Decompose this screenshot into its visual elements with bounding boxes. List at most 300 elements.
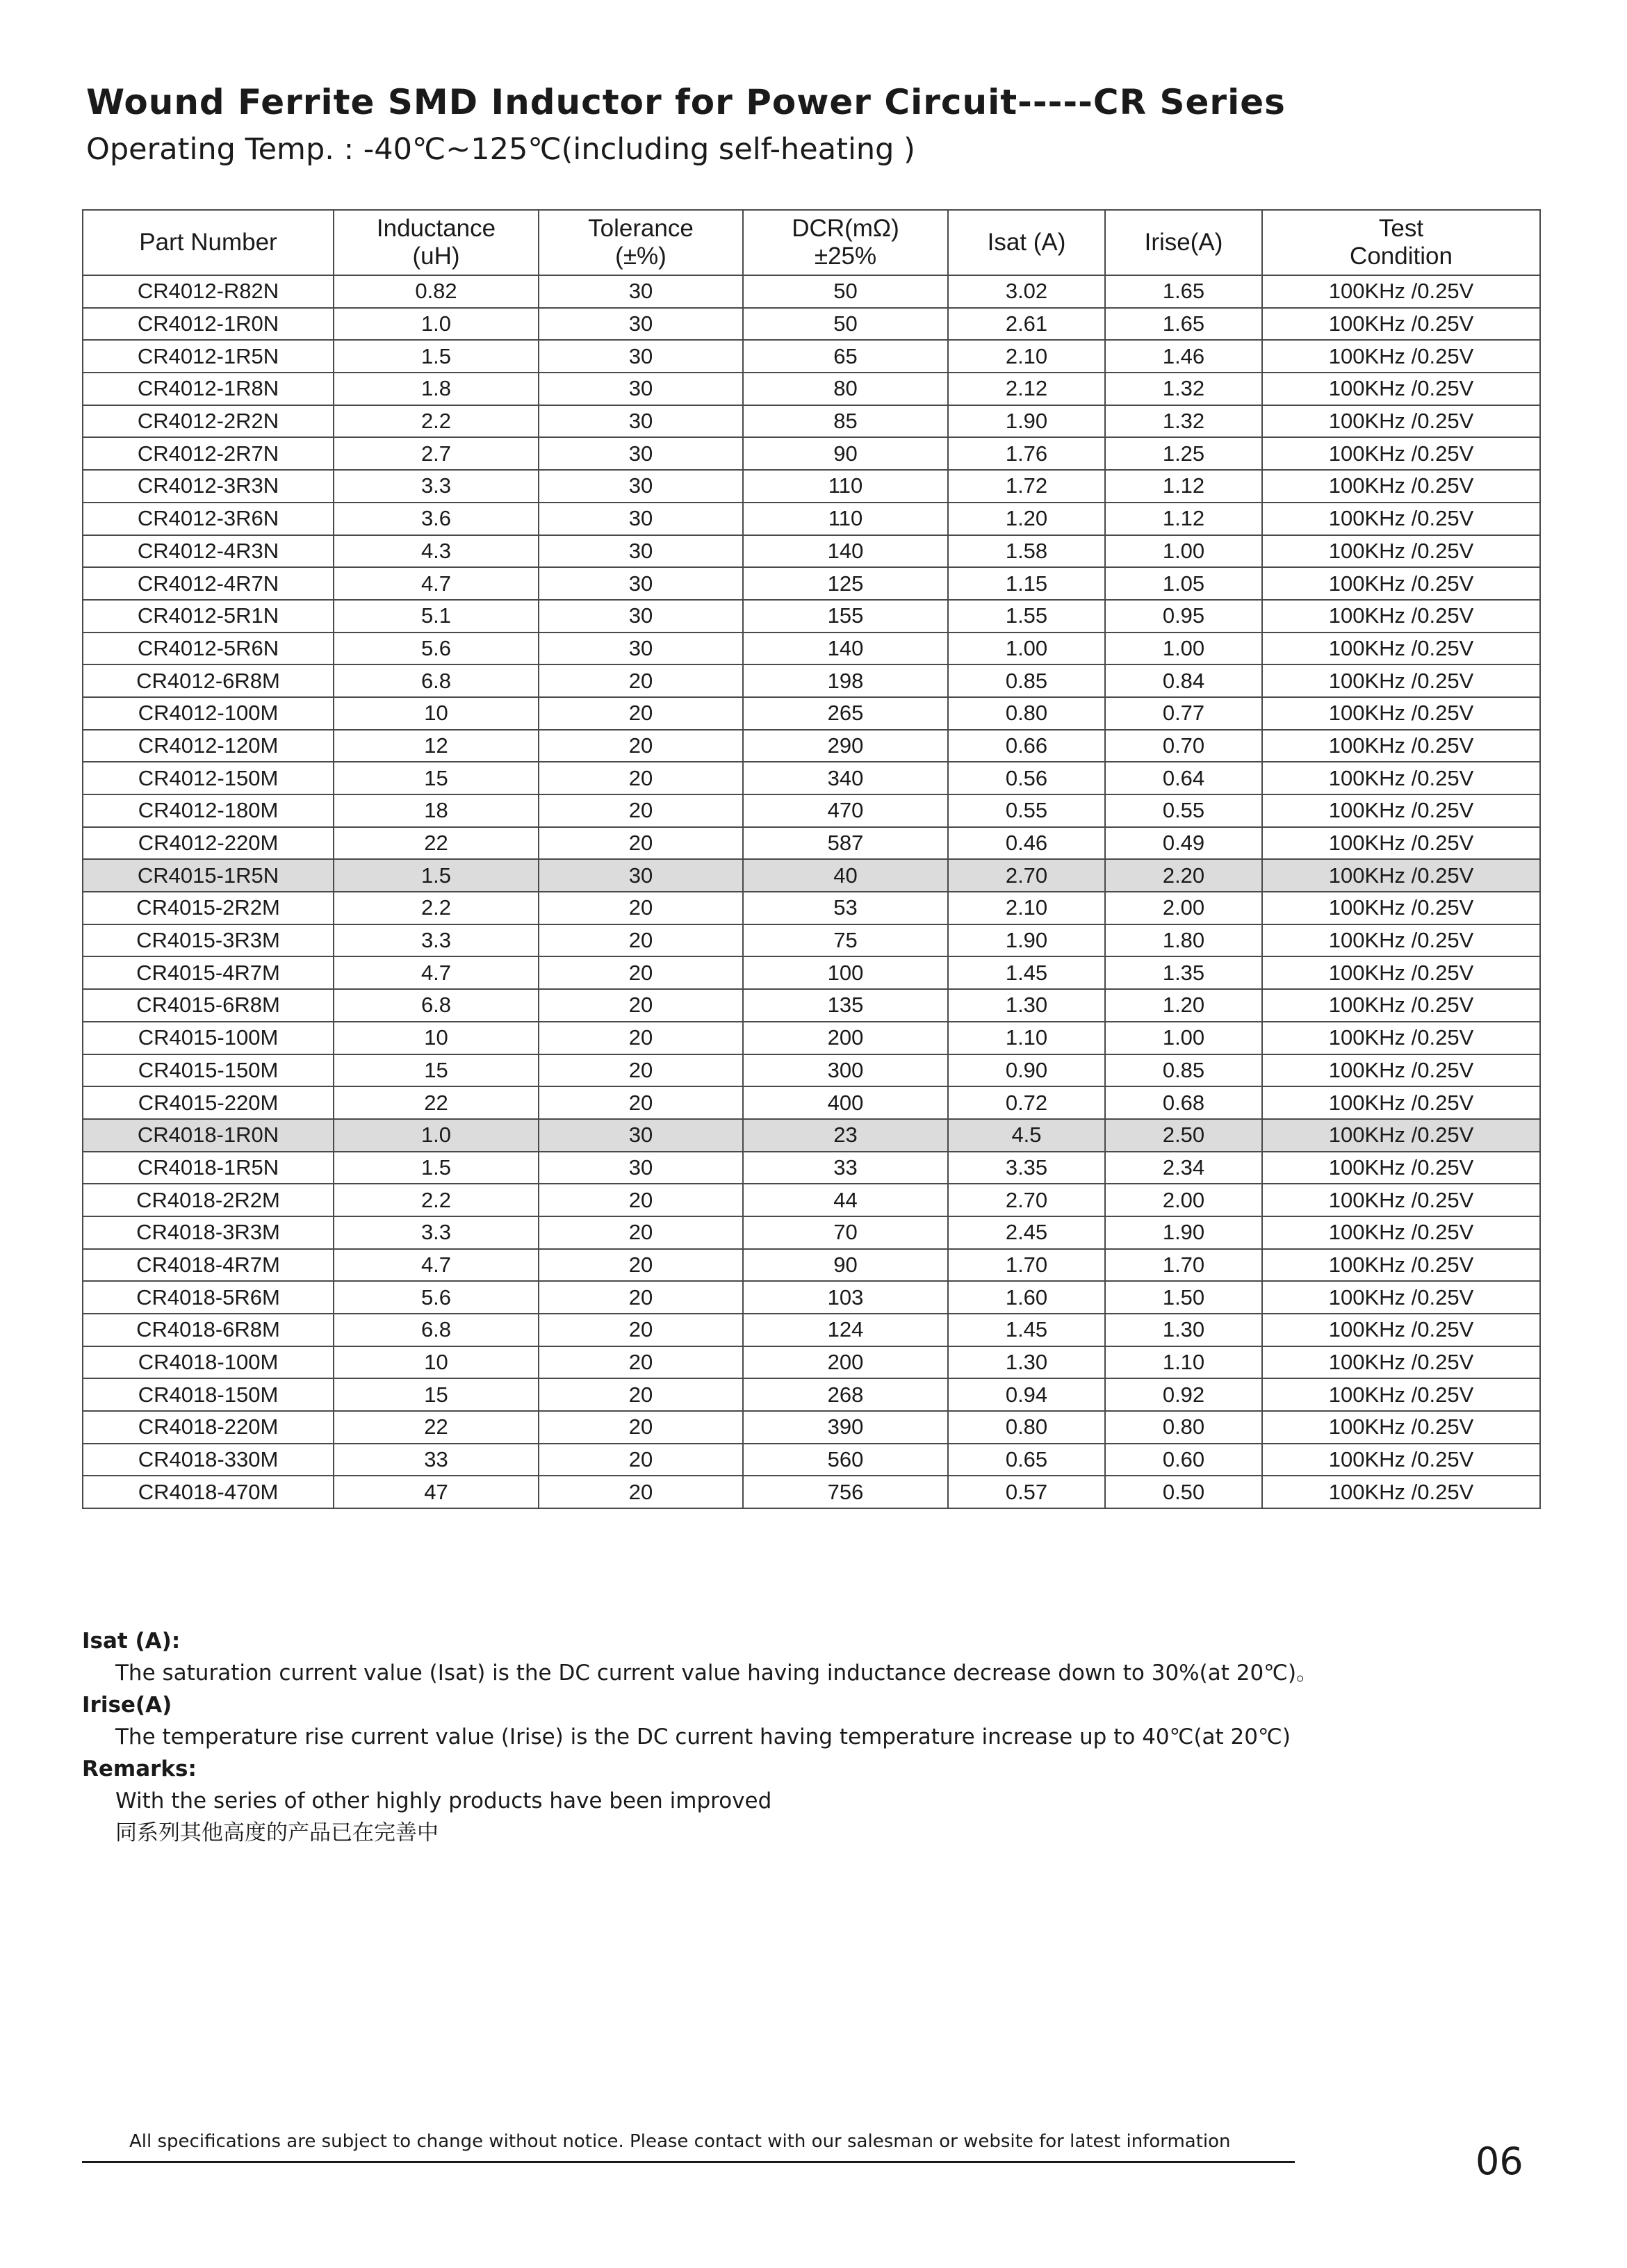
part-number-cell: CR4018-5R6M [83,1281,334,1314]
col-header-line2: (uH) [412,243,460,270]
part-number-cell: CR4012-3R3N [83,470,334,503]
test-condition-cell: 100KHz /0.25V [1262,1054,1540,1087]
table-row [83,956,1540,989]
table-body [83,275,1540,1508]
test-condition-cell: 100KHz /0.25V [1262,1281,1540,1314]
dcr-cell: 70 [743,1216,948,1249]
part-number-cell: CR4018-3R3M [83,1216,334,1249]
dcr-cell: 75 [743,924,948,957]
isat-cell: 0.57 [948,1476,1105,1508]
inductance-cell: 4.3 [334,535,539,568]
tolerance-cell: 20 [539,697,743,730]
part-number-cell: CR4018-1R5N [83,1152,334,1184]
remarks-text-english: With the series of other highly products have been improved [115,1788,772,1813]
col-header-line1: Isat (A) [987,228,1066,256]
irise-cell: 0.60 [1105,1444,1262,1476]
tolerance-cell: 20 [539,1314,743,1346]
part-number-cell: CR4012-6R8M [83,664,334,697]
table-row [83,1314,1540,1346]
dcr-cell: 50 [743,275,948,308]
tolerance-cell: 30 [539,437,743,470]
isat-cell: 1.76 [948,437,1105,470]
part-number-cell: CR4018-2R2M [83,1184,334,1216]
test-condition-cell: 100KHz /0.25V [1262,405,1540,438]
tolerance-cell: 30 [539,405,743,438]
tolerance-cell: 20 [539,1216,743,1249]
inductance-cell: 1.0 [334,308,539,341]
test-condition-cell: 100KHz /0.25V [1262,1184,1540,1216]
isat-cell: 1.90 [948,405,1105,438]
col-header-inductance [334,210,539,275]
isat-cell: 2.10 [948,892,1105,924]
footer-divider [82,2161,1295,2163]
tolerance-cell: 20 [539,892,743,924]
isat-cell: 0.80 [948,1411,1105,1444]
inductance-cell: 22 [334,1411,539,1444]
isat-cell: 1.72 [948,470,1105,503]
test-condition-cell: 100KHz /0.25V [1262,1086,1540,1119]
test-condition-cell: 100KHz /0.25V [1262,1378,1540,1411]
table-row [83,275,1540,308]
inductance-cell: 18 [334,794,539,827]
dcr-cell: 200 [743,1022,948,1054]
isat-cell: 2.70 [948,859,1105,892]
irise-cell: 0.64 [1105,762,1262,794]
col-header-line1: DCR(mΩ) [792,214,899,242]
part-number-cell: CR4015-1R5N [83,859,334,892]
table-row [83,600,1540,633]
test-condition-cell: 100KHz /0.25V [1262,535,1540,568]
isat-cell: 2.70 [948,1184,1105,1216]
dcr-cell: 268 [743,1378,948,1411]
inductance-cell: 6.8 [334,1314,539,1346]
col-header-line1: Part Number [139,228,277,256]
part-number-cell: CR4018-100M [83,1346,334,1379]
table-row [83,535,1540,568]
part-number-cell: CR4012-2R7N [83,437,334,470]
test-condition-cell: 100KHz /0.25V [1262,730,1540,762]
dcr-cell: 140 [743,535,948,568]
isat-cell: 2.10 [948,340,1105,373]
test-condition-cell: 100KHz /0.25V [1262,1444,1540,1476]
irise-cell: 1.00 [1105,1022,1262,1054]
operating-temp-subtitle: Operating Temp. : -40℃~125℃(including self-heating ) [86,132,915,167]
isat-cell: 1.55 [948,600,1105,633]
isat-cell: 2.61 [948,308,1105,341]
isat-cell: 3.02 [948,275,1105,308]
dcr-cell: 265 [743,697,948,730]
isat-note-text: The saturation current value (Isat) is the DC current value having inductance decrease down to 30%(at 20℃)。 [115,1661,1318,1686]
irise-cell: 2.50 [1105,1119,1262,1152]
dcr-cell: 470 [743,794,948,827]
inductance-cell: 10 [334,1022,539,1054]
tolerance-cell: 20 [539,1022,743,1054]
tolerance-cell: 20 [539,730,743,762]
dcr-cell: 103 [743,1281,948,1314]
test-condition-cell: 100KHz /0.25V [1262,1152,1540,1184]
isat-cell: 1.58 [948,535,1105,568]
part-number-cell: CR4012-5R6N [83,633,334,665]
irise-cell: 1.80 [1105,924,1262,957]
inductance-cell: 2.2 [334,1184,539,1216]
col-header-line2: (±%) [615,243,667,270]
page-title: Wound Ferrite SMD Inductor for Power Circuit-----CR Series [86,82,1286,122]
dcr-cell: 33 [743,1152,948,1184]
irise-note-text: The temperature rise current value (Irise) is the DC current having temperature increase up to 40℃(at 20℃) [115,1724,1291,1749]
irise-cell: 1.12 [1105,503,1262,535]
test-condition-cell: 100KHz /0.25V [1262,373,1540,405]
table-row [83,567,1540,600]
part-number-cell: CR4012-R82N [83,275,334,308]
dcr-cell: 400 [743,1086,948,1119]
irise-note-heading: Irise(A) [82,1692,172,1718]
part-number-cell: CR4015-100M [83,1022,334,1054]
irise-cell: 1.30 [1105,1314,1262,1346]
footer-notice: All specifications are subject to change without notice. Please contact with our salesman or website for latest information [129,2131,1231,2152]
inductance-cell: 4.7 [334,956,539,989]
tolerance-cell: 20 [539,1346,743,1379]
inductance-cell: 3.6 [334,503,539,535]
col-header-part-number [83,210,334,275]
test-condition-cell: 100KHz /0.25V [1262,1216,1540,1249]
irise-cell: 0.80 [1105,1411,1262,1444]
test-condition-cell: 100KHz /0.25V [1262,892,1540,924]
table-row [83,1411,1540,1444]
table-row [83,308,1540,341]
test-condition-cell: 100KHz /0.25V [1262,340,1540,373]
dcr-cell: 50 [743,308,948,341]
notes-section [82,1625,1318,1849]
col-header-dcr [743,210,948,275]
part-number-cell: CR4018-220M [83,1411,334,1444]
isat-cell: 1.15 [948,567,1105,600]
inductance-cell: 4.7 [334,1249,539,1282]
test-condition-cell: 100KHz /0.25V [1262,633,1540,665]
dcr-cell: 198 [743,664,948,697]
dcr-cell: 756 [743,1476,948,1508]
irise-cell: 1.35 [1105,956,1262,989]
dcr-cell: 290 [743,730,948,762]
part-number-cell: CR4015-6R8M [83,989,334,1022]
dcr-cell: 340 [743,762,948,794]
table-row [83,1281,1540,1314]
irise-cell: 0.77 [1105,697,1262,730]
part-number-cell: CR4012-150M [83,762,334,794]
table-row [83,1476,1540,1508]
isat-cell: 1.45 [948,956,1105,989]
inductance-cell: 12 [334,730,539,762]
part-number-cell: CR4015-3R3M [83,924,334,957]
inductance-cell: 0.82 [334,275,539,308]
tolerance-cell: 30 [539,1119,743,1152]
tolerance-cell: 20 [539,1249,743,1282]
inductance-cell: 1.8 [334,373,539,405]
table-row [83,405,1540,438]
inductance-cell: 33 [334,1444,539,1476]
header-row [83,210,1540,275]
col-header-line1: Test [1378,214,1424,242]
table-row [83,1119,1540,1152]
test-condition-cell: 100KHz /0.25V [1262,1249,1540,1282]
col-header-test-condition [1262,210,1540,275]
table-row [83,1054,1540,1087]
inductance-cell: 5.1 [334,600,539,633]
isat-cell: 0.94 [948,1378,1105,1411]
dcr-cell: 44 [743,1184,948,1216]
dcr-cell: 390 [743,1411,948,1444]
part-number-cell: CR4012-180M [83,794,334,827]
tolerance-cell: 20 [539,956,743,989]
isat-cell: 1.90 [948,924,1105,957]
inductance-cell: 4.7 [334,567,539,600]
inductance-cell: 6.8 [334,664,539,697]
tolerance-cell: 30 [539,340,743,373]
test-condition-cell: 100KHz /0.25V [1262,956,1540,989]
tolerance-cell: 20 [539,827,743,860]
irise-cell: 2.34 [1105,1152,1262,1184]
part-number-cell: CR4015-220M [83,1086,334,1119]
tolerance-cell: 30 [539,567,743,600]
col-header-irise [1105,210,1262,275]
irise-cell: 1.32 [1105,373,1262,405]
dcr-cell: 65 [743,340,948,373]
tolerance-cell: 20 [539,924,743,957]
inductance-cell: 5.6 [334,1281,539,1314]
part-number-cell: CR4015-2R2M [83,892,334,924]
tolerance-cell: 20 [539,1378,743,1411]
remarks-text-chinese: 同系列其他高度的产品已在完善中 [115,1820,439,1845]
part-number-cell: CR4012-1R0N [83,308,334,341]
dcr-cell: 587 [743,827,948,860]
part-number-cell: CR4015-150M [83,1054,334,1087]
irise-cell: 1.00 [1105,535,1262,568]
isat-cell: 1.30 [948,989,1105,1022]
tolerance-cell: 20 [539,1411,743,1444]
test-condition-cell: 100KHz /0.25V [1262,1476,1540,1508]
table-row [83,697,1540,730]
tolerance-cell: 30 [539,470,743,503]
part-number-cell: CR4018-1R0N [83,1119,334,1152]
isat-cell: 1.45 [948,1314,1105,1346]
dcr-cell: 100 [743,956,948,989]
isat-cell: 0.90 [948,1054,1105,1087]
tolerance-cell: 20 [539,1444,743,1476]
isat-cell: 0.65 [948,1444,1105,1476]
inductance-cell: 1.0 [334,1119,539,1152]
tolerance-cell: 30 [539,308,743,341]
table-row [83,437,1540,470]
dcr-cell: 560 [743,1444,948,1476]
irise-cell: 0.50 [1105,1476,1262,1508]
isat-cell: 1.10 [948,1022,1105,1054]
irise-cell: 0.68 [1105,1086,1262,1119]
irise-cell: 0.49 [1105,827,1262,860]
irise-cell: 1.10 [1105,1346,1262,1379]
test-condition-cell: 100KHz /0.25V [1262,794,1540,827]
irise-cell: 1.05 [1105,567,1262,600]
tolerance-cell: 30 [539,600,743,633]
dcr-cell: 110 [743,503,948,535]
tolerance-cell: 20 [539,664,743,697]
tolerance-cell: 20 [539,1476,743,1508]
dcr-cell: 53 [743,892,948,924]
test-condition-cell: 100KHz /0.25V [1262,859,1540,892]
test-condition-cell: 100KHz /0.25V [1262,1314,1540,1346]
isat-cell: 0.66 [948,730,1105,762]
isat-cell: 4.5 [948,1119,1105,1152]
inductor-spec-table [82,209,1541,1509]
test-condition-cell: 100KHz /0.25V [1262,308,1540,341]
tolerance-cell: 20 [539,989,743,1022]
part-number-cell: CR4018-470M [83,1476,334,1508]
test-condition-cell: 100KHz /0.25V [1262,762,1540,794]
isat-cell: 0.80 [948,697,1105,730]
table-row [83,1022,1540,1054]
inductance-cell: 2.2 [334,892,539,924]
table-row [83,340,1540,373]
inductance-cell: 15 [334,762,539,794]
irise-cell: 1.70 [1105,1249,1262,1282]
irise-cell: 1.25 [1105,437,1262,470]
isat-cell: 1.20 [948,503,1105,535]
table-row [83,859,1540,892]
test-condition-cell: 100KHz /0.25V [1262,600,1540,633]
irise-cell: 1.12 [1105,470,1262,503]
dcr-cell: 155 [743,600,948,633]
table-row [83,924,1540,957]
test-condition-cell: 100KHz /0.25V [1262,437,1540,470]
col-header-line2: ±25% [814,243,877,270]
part-number-cell: CR4012-1R8N [83,373,334,405]
isat-cell: 1.30 [948,1346,1105,1379]
part-number-cell: CR4018-150M [83,1378,334,1411]
part-number-cell: CR4015-4R7M [83,956,334,989]
test-condition-cell: 100KHz /0.25V [1262,664,1540,697]
table-row [83,1249,1540,1282]
inductance-cell: 1.5 [334,340,539,373]
tolerance-cell: 30 [539,535,743,568]
test-condition-cell: 100KHz /0.25V [1262,503,1540,535]
tolerance-cell: 20 [539,762,743,794]
test-condition-cell: 100KHz /0.25V [1262,1022,1540,1054]
test-condition-cell: 100KHz /0.25V [1262,1411,1540,1444]
table-row [83,503,1540,535]
inductance-cell: 3.3 [334,470,539,503]
test-condition-cell: 100KHz /0.25V [1262,924,1540,957]
isat-cell: 0.56 [948,762,1105,794]
part-number-cell: CR4012-3R6N [83,503,334,535]
part-number-cell: CR4012-4R7N [83,567,334,600]
isat-cell: 2.12 [948,373,1105,405]
inductance-cell: 5.6 [334,633,539,665]
isat-cell: 1.60 [948,1281,1105,1314]
col-header-line1: Irise(A) [1144,228,1223,256]
page-number: 06 [1475,2139,1523,2183]
part-number-cell: CR4012-2R2N [83,405,334,438]
inductance-cell: 15 [334,1054,539,1087]
table-row [83,1216,1540,1249]
isat-cell: 1.70 [948,1249,1105,1282]
irise-cell: 0.95 [1105,600,1262,633]
table-row [83,1378,1540,1411]
irise-cell: 1.65 [1105,275,1262,308]
inductance-cell: 22 [334,827,539,860]
col-header-line2: Condition [1350,243,1453,270]
tolerance-cell: 30 [539,1152,743,1184]
part-number-cell: CR4018-330M [83,1444,334,1476]
tolerance-cell: 30 [539,373,743,405]
dcr-cell: 200 [743,1346,948,1379]
table-row [83,989,1540,1022]
dcr-cell: 90 [743,437,948,470]
isat-cell: 1.00 [948,633,1105,665]
table-row [83,470,1540,503]
tolerance-cell: 30 [539,633,743,665]
table-row [83,730,1540,762]
irise-cell: 1.00 [1105,633,1262,665]
inductance-cell: 6.8 [334,989,539,1022]
irise-cell: 0.84 [1105,664,1262,697]
irise-cell: 2.00 [1105,1184,1262,1216]
irise-cell: 2.20 [1105,859,1262,892]
tolerance-cell: 20 [539,1184,743,1216]
part-number-cell: CR4012-220M [83,827,334,860]
isat-cell: 3.35 [948,1152,1105,1184]
part-number-cell: CR4018-6R8M [83,1314,334,1346]
inductance-cell: 15 [334,1378,539,1411]
inductance-cell: 3.3 [334,924,539,957]
dcr-cell: 23 [743,1119,948,1152]
col-header-isat [948,210,1105,275]
inductance-cell: 22 [334,1086,539,1119]
dcr-cell: 124 [743,1314,948,1346]
irise-cell: 1.46 [1105,340,1262,373]
table-row [83,827,1540,860]
dcr-cell: 110 [743,470,948,503]
isat-note-heading: Isat (A): [82,1629,181,1654]
dcr-cell: 300 [743,1054,948,1087]
table-row [83,633,1540,665]
isat-cell: 2.45 [948,1216,1105,1249]
irise-cell: 0.55 [1105,794,1262,827]
inductance-cell: 10 [334,697,539,730]
isat-cell: 0.72 [948,1086,1105,1119]
irise-cell: 1.65 [1105,308,1262,341]
dcr-cell: 80 [743,373,948,405]
inductance-cell: 10 [334,1346,539,1379]
test-condition-cell: 100KHz /0.25V [1262,1346,1540,1379]
irise-cell: 0.92 [1105,1378,1262,1411]
table-row [83,1086,1540,1119]
inductance-cell: 47 [334,1476,539,1508]
part-number-cell: CR4018-4R7M [83,1249,334,1282]
inductance-cell: 1.5 [334,859,539,892]
dcr-cell: 90 [743,1249,948,1282]
irise-cell: 0.85 [1105,1054,1262,1087]
table-row [83,1444,1540,1476]
table-row [83,1152,1540,1184]
tolerance-cell: 30 [539,859,743,892]
tolerance-cell: 30 [539,275,743,308]
isat-cell: 0.55 [948,794,1105,827]
table-header [83,210,1540,275]
table-row [83,1184,1540,1216]
tolerance-cell: 20 [539,1054,743,1087]
tolerance-cell: 20 [539,1086,743,1119]
part-number-cell: CR4012-5R1N [83,600,334,633]
test-condition-cell: 100KHz /0.25V [1262,827,1540,860]
part-number-cell: CR4012-4R3N [83,535,334,568]
